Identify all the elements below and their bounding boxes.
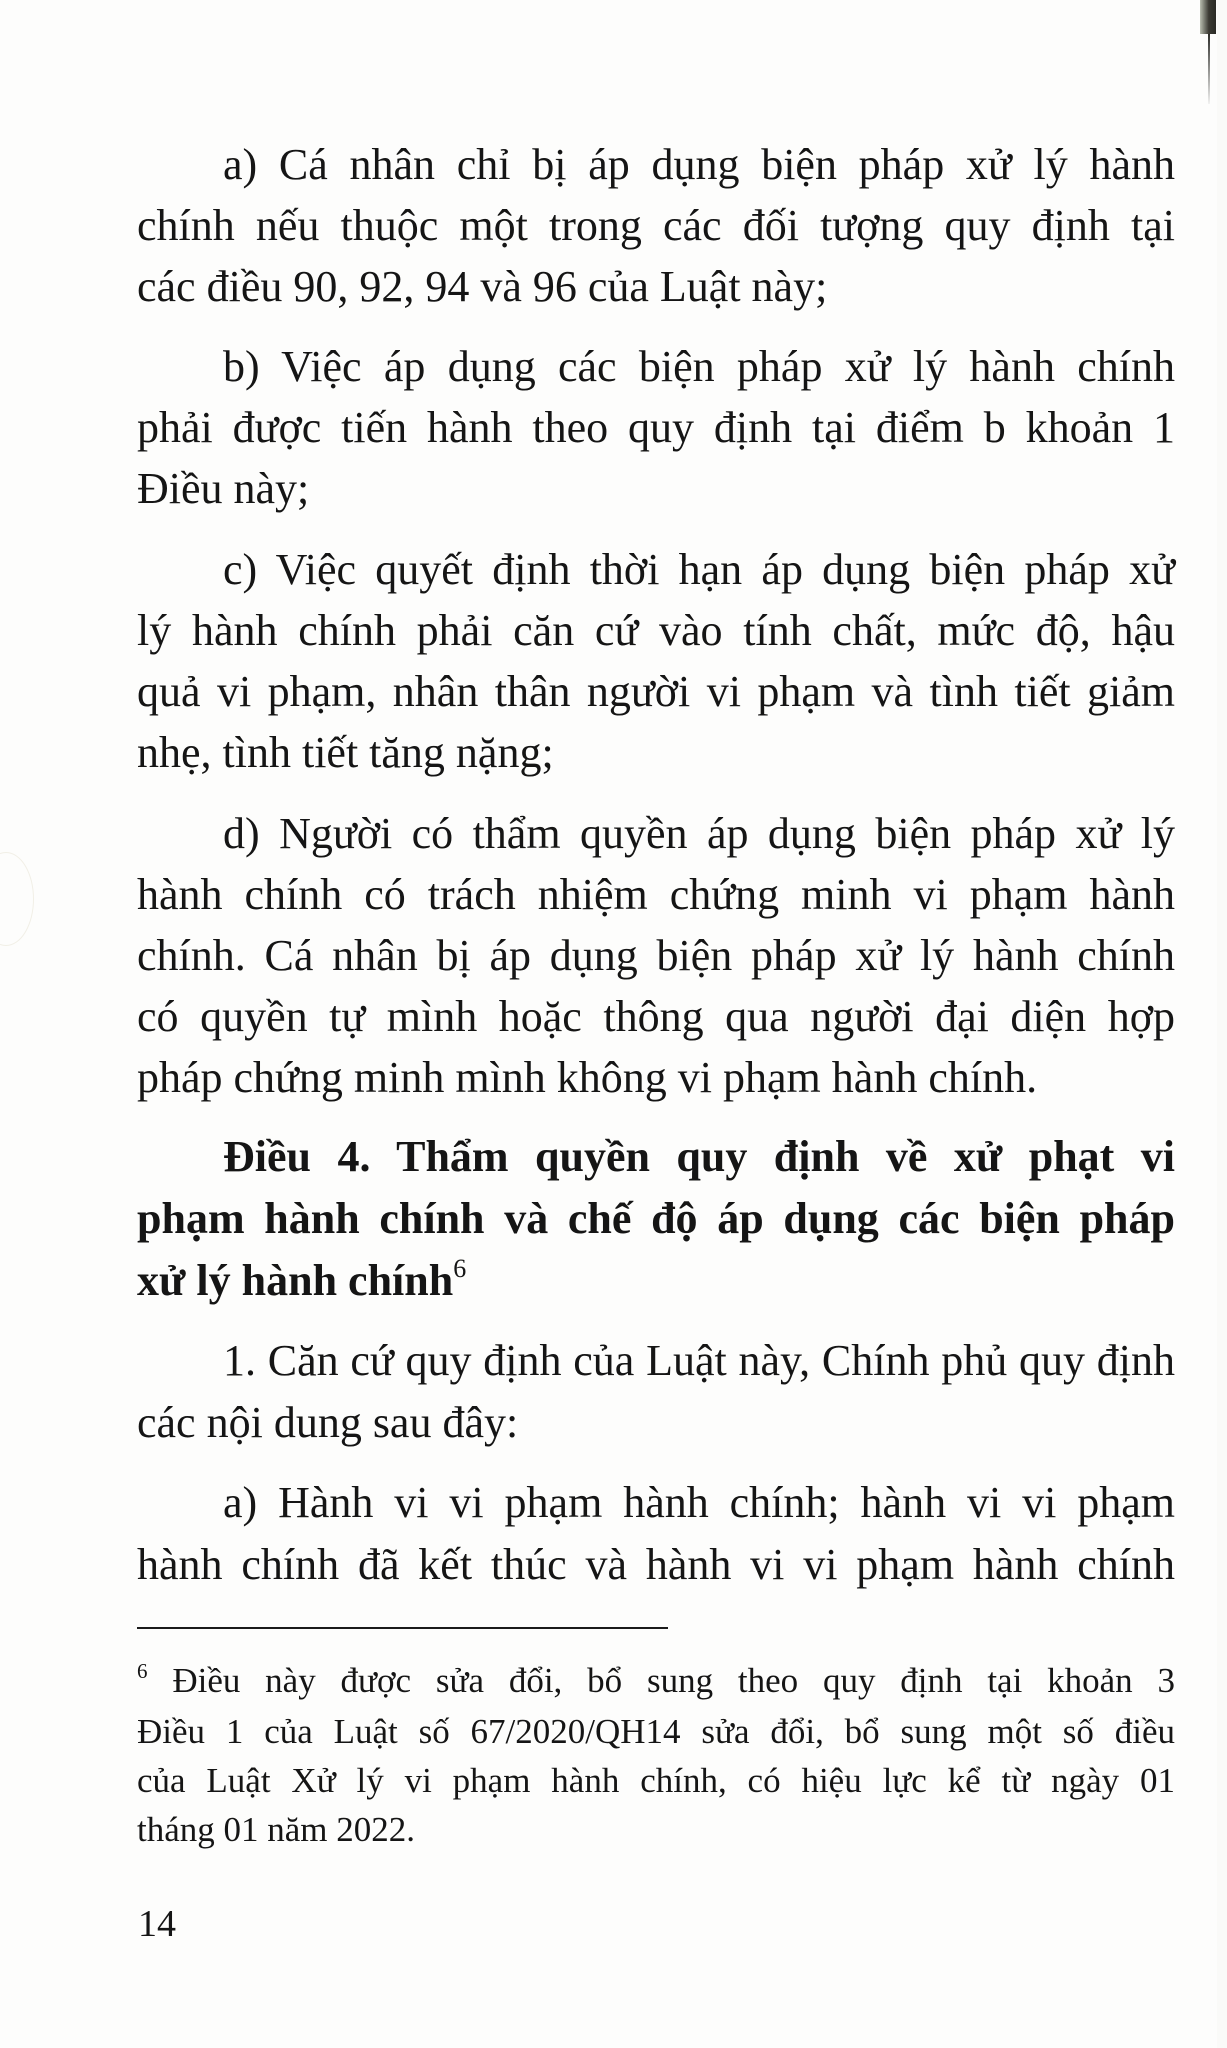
text-line: quả vi phạm, nhân thân người vi phạm và tình tiết giảm	[137, 667, 1175, 716]
footnote-line: Điều 1 của Luật số 67/2020/QH14 sửa đổi, bổ sung một số điều	[137, 1712, 1175, 1751]
footnote-text: Điều này được sửa đổi, bổ sung theo quy định tại khoản 3	[172, 1661, 1175, 1700]
text-line: a) Hành vi vi phạm hành chính; hành vi vi phạm	[223, 1478, 1175, 1527]
scan-corner-line	[1208, 34, 1210, 104]
footnote-line: tháng 01 năm 2022.	[137, 1810, 416, 1849]
text-line: c) Việc quyết định thời hạn áp dụng biện pháp xử	[223, 545, 1175, 594]
text-line: a) Cá nhân chỉ bị áp dụng biện pháp xử lý hành	[223, 140, 1175, 189]
heading-line-last	[137, 1250, 1175, 1311]
footnote-line: của Luật Xử lý vi phạm hành chính, có hiệu lực kể từ ngày 01	[137, 1761, 1175, 1800]
text-line: 1. Căn cứ quy định của Luật này, Chính phủ quy định	[223, 1336, 1175, 1385]
footnote-marker: 6	[137, 1659, 148, 1683]
page-number: 14	[138, 1903, 176, 1945]
text-line: các điều 90, 92, 94 và 96 của Luật này;	[137, 262, 828, 311]
footnote-line	[137, 1656, 1175, 1706]
text-line: các nội dung sau đây:	[137, 1398, 519, 1447]
text-line: Điều này;	[137, 464, 310, 513]
text-line: hành chính đã kết thúc và hành vi vi phạm hành chính	[137, 1540, 1175, 1589]
text-line: pháp chứng minh mình không vi phạm hành chính.	[137, 1053, 1038, 1102]
heading-text: xử lý hành chính	[137, 1256, 454, 1305]
text-line: chính nếu thuộc một trong các đối tượng quy định tại	[137, 201, 1175, 250]
text-line: chính. Cá nhân bị áp dụng biện pháp xử lý hành chính	[137, 931, 1175, 980]
heading-line: Điều 4. Thẩm quyền quy định về xử phạt vi	[223, 1132, 1175, 1181]
text-line: b) Việc áp dụng các biện pháp xử lý hành chính	[223, 342, 1175, 391]
text-line: lý hành chính phải căn cứ vào tính chất, mức độ, hậu	[137, 606, 1175, 655]
text-line: hành chính có trách nhiệm chứng minh vi phạm hành	[137, 870, 1175, 919]
text-line: phải được tiến hành theo quy định tại điểm b khoản 1	[137, 403, 1175, 452]
text-line: d) Người có thẩm quyền áp dụng biện pháp xử lý	[223, 809, 1175, 858]
scan-corner-mark	[1200, 0, 1216, 34]
text-line: nhẹ, tình tiết tăng nặng;	[137, 728, 554, 777]
footnote-reference[interactable]: 6	[453, 1254, 467, 1283]
binding-shadow	[0, 852, 34, 946]
footnote-separator	[137, 1627, 668, 1629]
page-edge	[1217, 0, 1227, 2048]
text-line: có quyền tự mình hoặc thông qua người đại diện hợp	[137, 992, 1175, 1041]
heading-line: phạm hành chính và chế độ áp dụng các biện pháp	[137, 1194, 1175, 1243]
